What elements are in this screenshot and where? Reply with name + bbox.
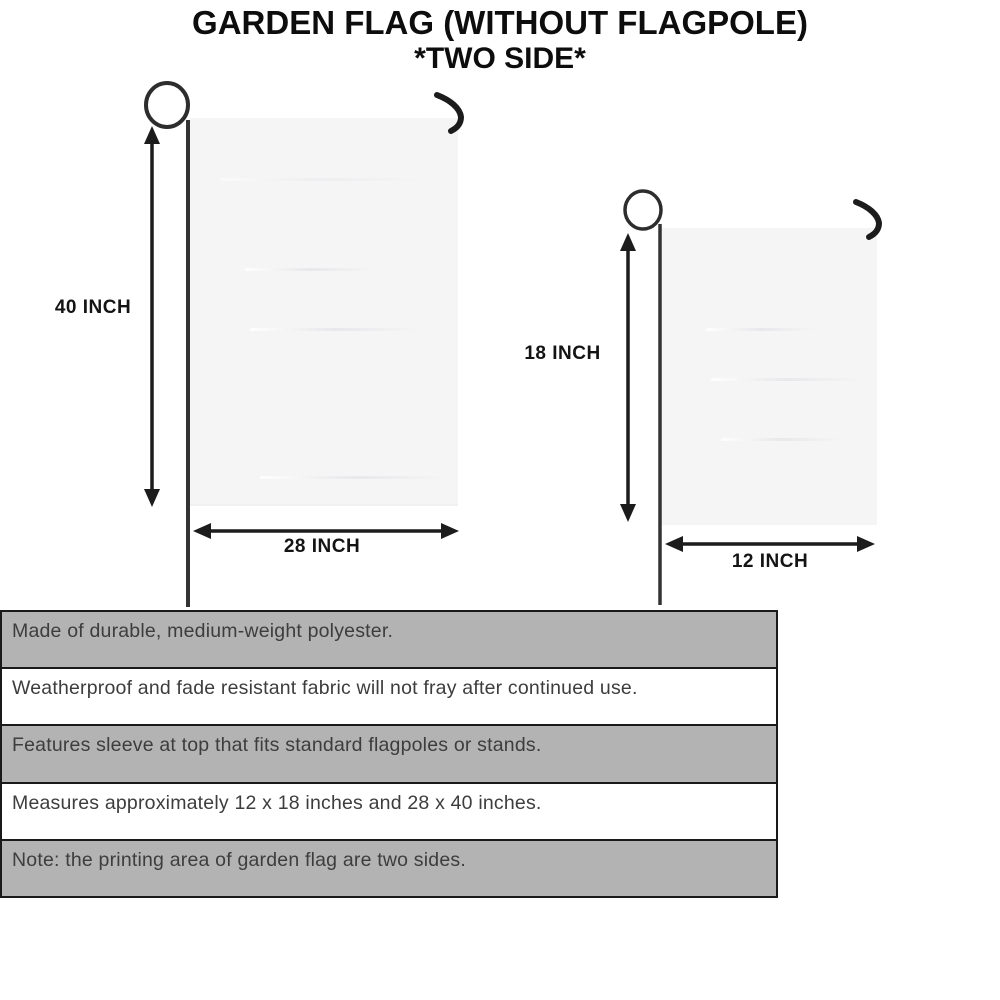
feature-row-note: Note: the printing area of garden flag are two sides. xyxy=(2,841,776,896)
small-flag-hook-icon xyxy=(856,202,879,237)
feature-table xyxy=(0,610,778,898)
feature-row-measures: Measures approximately 12 x 18 inches and 28 x 40 inches. xyxy=(2,784,776,841)
large-flag-width-label: 28 INCH xyxy=(283,536,361,557)
page-title xyxy=(0,4,1000,75)
large-flag-height-label: 40 INCH xyxy=(54,297,132,318)
pole-loop-icon xyxy=(146,83,188,127)
small-flag-width-label: 12 INCH xyxy=(731,551,809,572)
small-flagpole xyxy=(625,191,661,605)
large-flag-hook-icon xyxy=(437,95,461,131)
title-line-1: GARDEN FLAG (WITHOUT FLAGPOLE) xyxy=(192,4,808,41)
small-flag-height-label: 18 INCH xyxy=(524,343,601,364)
title-line-2: *TWO SIDE* xyxy=(414,41,586,75)
feature-row-sleeve: Features sleeve at top that fits standard flagpoles or stands. xyxy=(2,726,776,783)
small-width-arrow xyxy=(665,536,875,552)
feature-row-material: Made of durable, medium-weight polyester. xyxy=(2,612,776,669)
feature-row-weatherproof: Weatherproof and fade resistant fabric will not fray after continued use. xyxy=(2,669,776,726)
pole-loop-icon xyxy=(625,191,661,229)
small-height-arrow xyxy=(620,233,636,522)
